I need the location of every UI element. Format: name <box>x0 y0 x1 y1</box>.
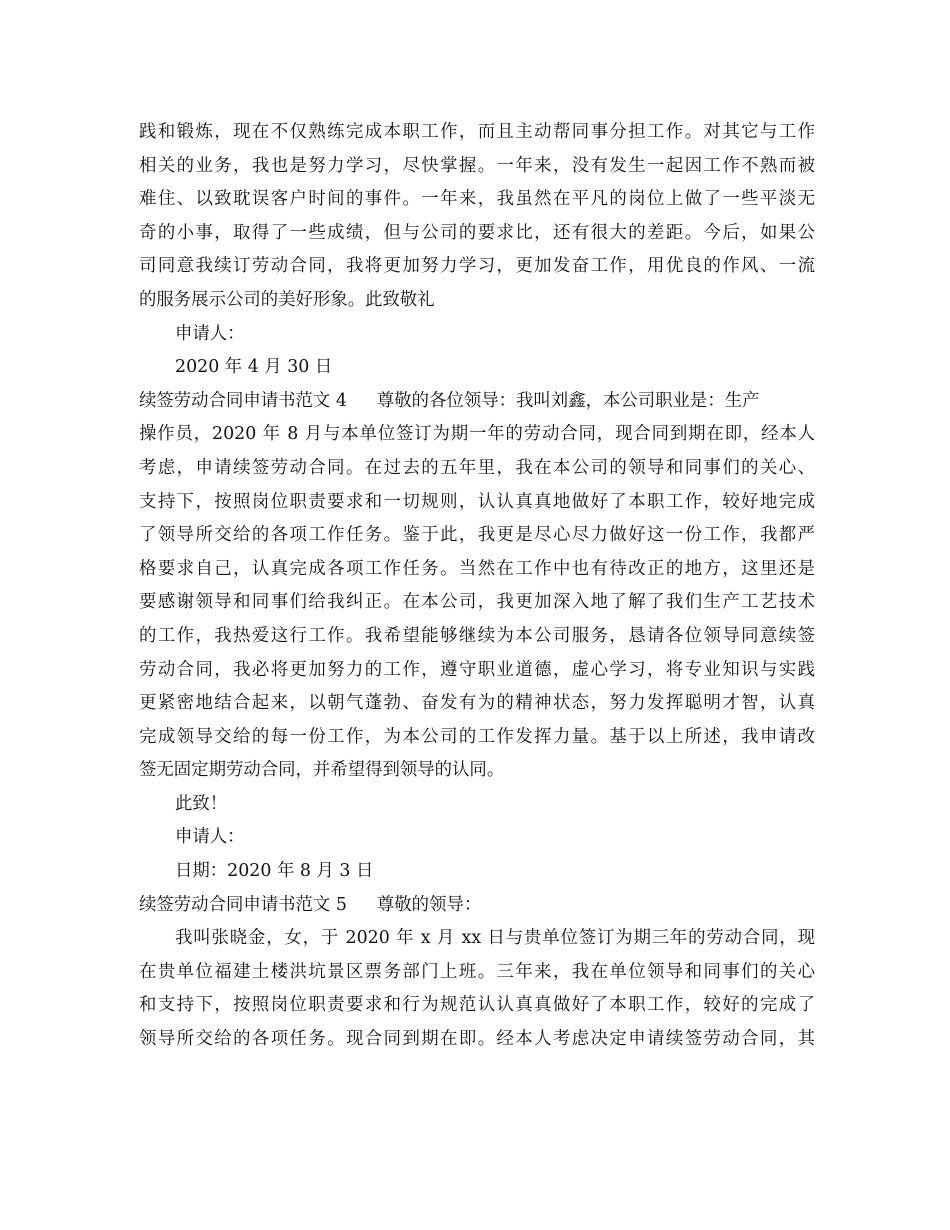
paragraph-line: 相关的业务，我也是努力学习，尽快掌握。一年来，没有发生一起因工作不熟而被 <box>139 155 815 176</box>
paragraph-line: 司同意我续订劳动合同，我将更加努力学习，更加发奋工作，用优良的作风、一流 <box>139 256 815 277</box>
paragraph-line: 我叫张晓金，女，于 2020 年 x 月 xx 日与贵单位签订为期三年的劳动合同，现 <box>175 928 815 949</box>
signature-date: 2020 年 4 月 30 日 <box>175 357 333 378</box>
paragraph-line: 考虑，申请续签劳动合同。在过去的五年里，我在本公司的领导和同事们的关心、 <box>139 457 815 478</box>
paragraph-line: 完成领导交给的每一份工作，为本公司的工作发挥力量。基于以上所述，我申请改 <box>139 726 815 747</box>
paragraph-line: 要感谢领导和同事们给我纠正。在本公司，我更加深入地了解了我们生产工艺技术 <box>139 592 815 613</box>
paragraph-line: 奇的小事，取得了一些成绩，但与公司的要求比，还有很大的差距。今后，如果公 <box>139 222 815 243</box>
paragraph-line: 难住、以致耽误客户时间的事件。一年来，我虽然在平凡的岗位上做了一些平淡无 <box>139 189 815 210</box>
paragraph-line: 劳动合同，我必将更加努力的工作，遵守职业道德，虚心学习，将专业知识与实践 <box>139 659 815 680</box>
paragraph-line: 了领导所交给的各项工作任务。鉴于此，我更是尽心尽力做好这一份工作，我都严 <box>139 525 815 546</box>
section-heading-line <box>139 385 815 419</box>
section-heading-line <box>139 889 815 923</box>
paragraph-line: 格要求自己，认真完成各项工作任务。当然在工作中也有待改正的地方，这里还是 <box>139 558 815 579</box>
applicant-label: 申请人： <box>175 323 245 344</box>
paragraph-line: 践和锻炼，现在不仅熟练完成本职工作，而且主动帮同事分担工作。对其它与工作 <box>139 122 815 142</box>
paragraph-line: 支持下，按照岗位职责要求和一切规则，认认真真地做好了本职工作，较好地完成 <box>139 491 815 512</box>
paragraph-line: 的服务展示公司的美好形象。此致敬礼 <box>139 289 435 310</box>
paragraph-line: 在贵单位福建土楼洪坑景区票务部门上班。三年来，我在单位领导和同事们的关心 <box>139 961 815 982</box>
section-title: 续签劳动合同申请书范文 4 <box>139 390 347 411</box>
salutation-text: 尊敬的各位领导：我叫刘鑫，本公司职业是：生产 <box>376 390 760 411</box>
paragraph-line: 的工作，我热爱这行工作。我希望能够继续为本公司服务，恳请各位领导同意续签 <box>139 625 815 646</box>
salutation-text: 尊敬的领导： <box>376 894 482 915</box>
paragraph-line: 签无固定期劳动合同，并希望得到领导的认同。 <box>139 760 505 781</box>
signature-date: 日期：2020 年 8 月 3 日 <box>175 861 374 882</box>
closing-text: 此致！ <box>175 793 228 814</box>
section-title: 续签劳动合同申请书范文 5 <box>139 894 347 915</box>
paragraph-line: 领导所交给的各项任务。现合同到期在即。经本人考虑决定申请续签劳动合同，其 <box>139 1029 815 1050</box>
paragraph-line: 和支持下，按照岗位职责要求和行为规范认认真真做好了本职工作，较好的完成了 <box>139 995 815 1016</box>
applicant-label: 申请人： <box>175 827 245 848</box>
paragraph-line: 更紧密地结合起来，以朝气蓬勃、奋发有为的精神状态，努力发挥聪明才智，认真 <box>139 693 815 714</box>
document-page <box>139 116 815 1057</box>
paragraph-line: 操作员，2020 年 8 月与本单位签订为期一年的劳动合同，现合同到期在即，经本人 <box>139 424 815 445</box>
